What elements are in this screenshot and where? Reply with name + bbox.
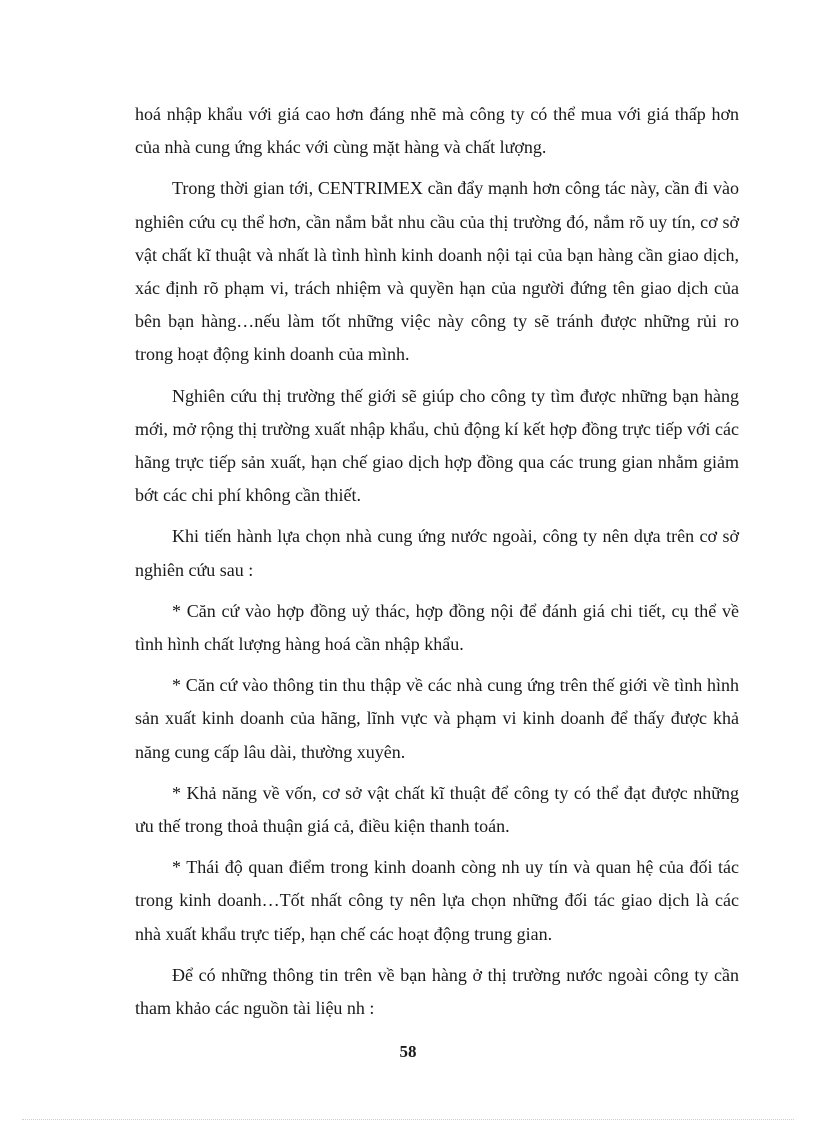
paragraph-9: Để có những thông tin trên về bạn hàng ở thị trường nước ngoài công ty cần tham khảo các nguồn tài liệu nh : [135, 964, 739, 1019]
paragraph-7: * Khả năng về vốn, cơ sở vật chất kĩ thuật để công ty có thể đạt được những ưu thế trong thoả thuận giá cả, điều kiện thanh toán. [135, 782, 739, 837]
paragraph-5: * Căn cứ vào hợp đồng uỷ thác, hợp đồng nội để đánh giá chi tiết, cụ thể về tình hình chất lượng hàng hoá cần nhập khẩu. [135, 600, 739, 655]
paragraph-2: Trong thời gian tới, CENTRIMEX cần đẩy mạnh hơn công tác này, cần đi vào nghiên cứu cụ thể hơn, cần nắm bắt nhu cầu của thị trường đó, nắm rõ uy tín, cơ sở vật chất kĩ thuật và nhất là tình hình kinh doanh nội tại của bạn hàng cần giao dịch, xác định rõ phạm vi, trách nhiệm và quyền hạn của người đứng tên giao dịch của bên bạn hàng…nếu làm tốt những việc này công ty sẽ tránh được những rủi ro trong hoạt động kinh doanh của mình. [135, 178, 739, 365]
paragraph-3: Nghiên cứu thị trường thế giới sẽ giúp cho công ty tìm được những bạn hàng mới, mở rộng thị trường xuất nhập khẩu, chủ động kí kết hợp đồng trực tiếp với các hãng trực tiếp sản xuất, hạn chế giao dịch hợp đồng qua các trung gian nhằm giảm bớt các chi phí không cần thiết. [135, 385, 739, 506]
document-body [135, 98, 739, 1033]
page-number: 58 [399, 1042, 417, 1061]
paragraph-4: Khi tiến hành lựa chọn nhà cung ứng nước ngoài, công ty nên dựa trên cơ sở nghiên cứu sau : [135, 526, 739, 580]
paragraph-6: * Căn cứ vào thông tin thu thập về các nhà cung ứng trên thế giới về tình hình sản xuất kinh doanh của hãng, lĩnh vực và phạm vi kinh doanh để thấy được khả năng cung cấp lâu dài, thường xuyên. [135, 675, 739, 762]
bottom-divider [22, 1119, 794, 1120]
paragraph-8: * Thái độ quan điểm trong kinh doanh còng nh uy tín và quan hệ của đối tác trong kinh doanh…Tốt nhất công ty nên lựa chọn những đối tác giao dịch là các nhà xuất khẩu trực tiếp, hạn chế các hoạt động trung gian. [135, 857, 739, 944]
paragraph-1: hoá nhập khẩu với giá cao hơn đáng nhẽ mà công ty có thể mua với giá thấp hơn của nhà cung ứng khác với cùng mặt hàng và chất lượng. [135, 104, 739, 158]
